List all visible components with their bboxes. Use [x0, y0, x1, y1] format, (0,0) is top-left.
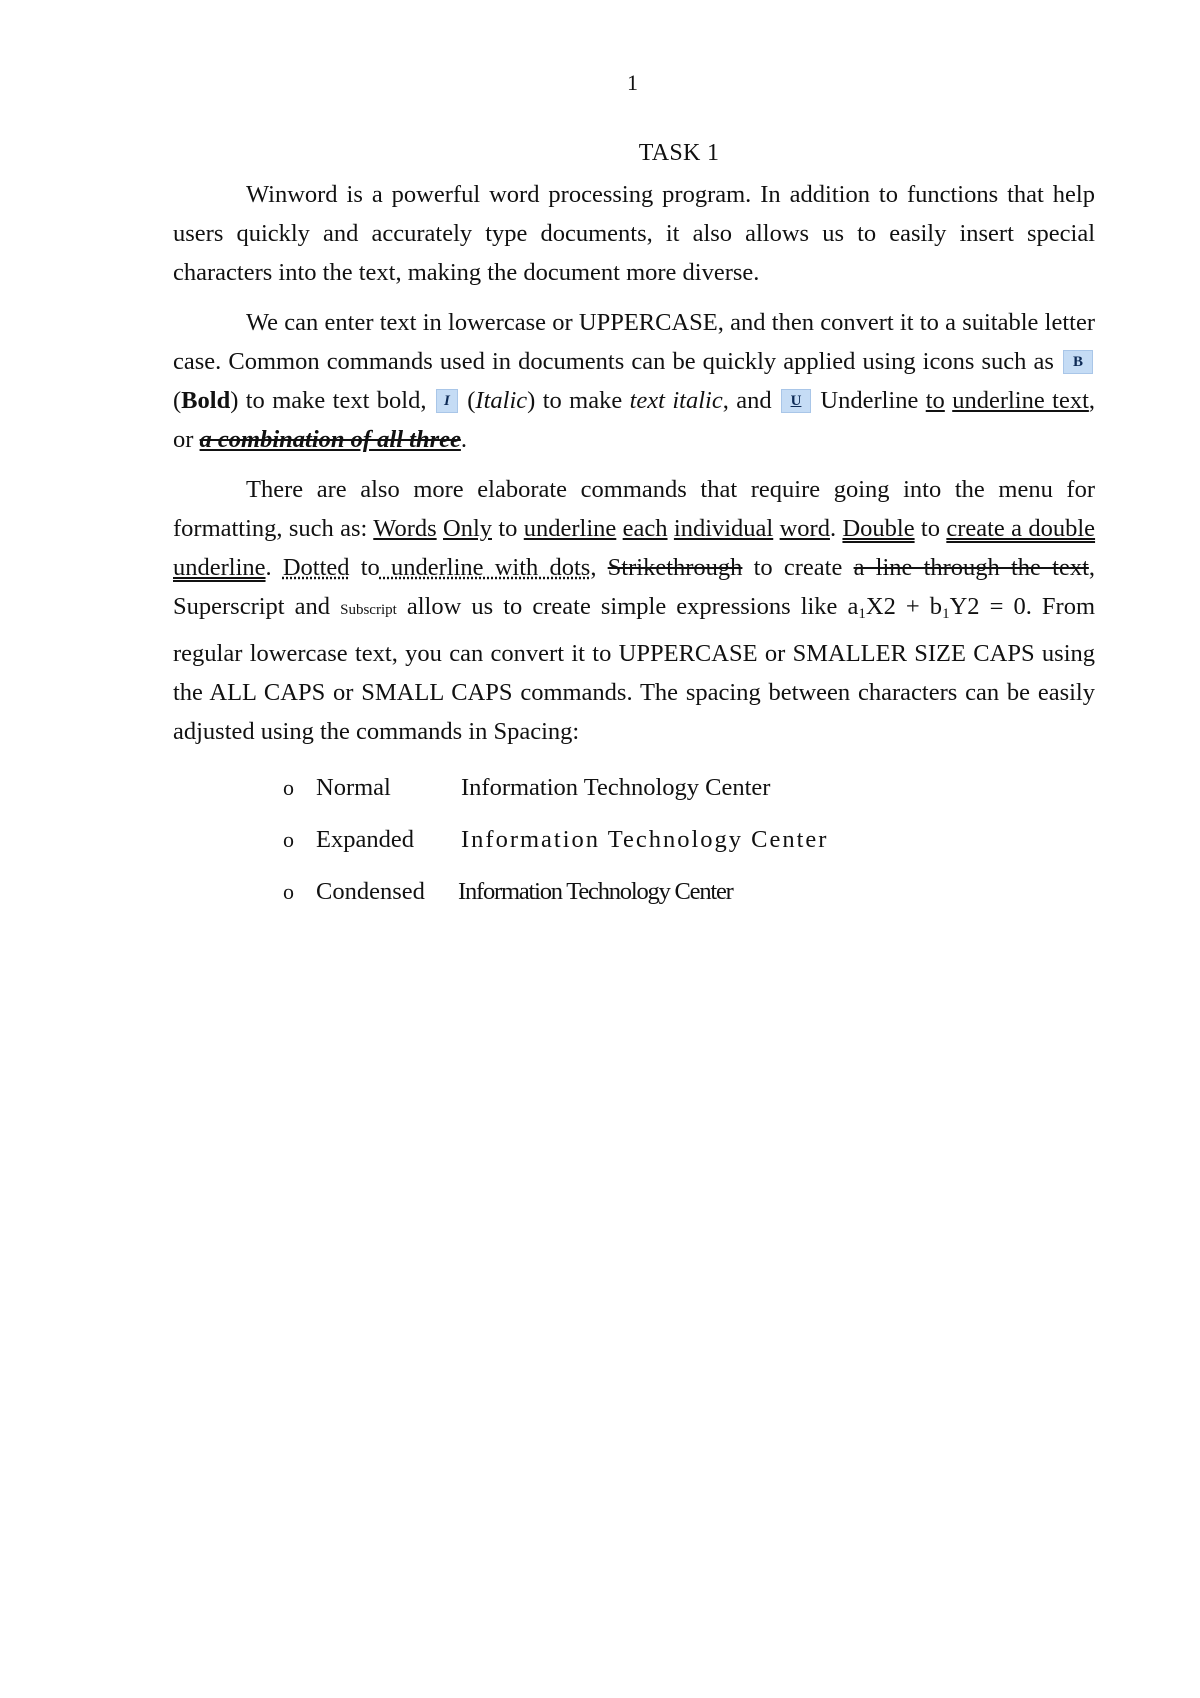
text-run [596, 554, 607, 581]
text-run: to [492, 515, 524, 542]
list-item-expanded [283, 814, 1095, 866]
text-run: ( [173, 387, 182, 414]
text-run: . [265, 554, 283, 581]
bullet-icon: o [283, 827, 294, 852]
words-only-sample: Words [373, 515, 437, 542]
italic-label: Italic [475, 387, 528, 414]
text-run: to [914, 515, 947, 542]
text-run: , and [722, 387, 779, 414]
text-run: to create [742, 554, 854, 581]
strikethrough-label: Strikethrough [607, 554, 743, 581]
underline-sample-to: to [925, 387, 945, 414]
text-run: ( [459, 387, 476, 414]
italic-icon: I [436, 389, 458, 413]
document-title: TASK 1 [638, 140, 720, 166]
word-underline: word [779, 515, 830, 542]
italic-sample: text italic [629, 387, 723, 414]
paragraph-basic-formatting [173, 303, 1095, 459]
subscript-digit: 1 [858, 606, 866, 622]
paragraph-intro: Winword is a powerful word processing program. In addition to functions that help users quickly and accurately type documents, it also allows us to easily insert special characters into the text, making the document more diverse. [173, 181, 1095, 286]
text-run: ) to make [527, 387, 630, 414]
bullet-icon: o [283, 775, 294, 800]
double-underline-sample: create a double underline [173, 515, 1096, 581]
text-run: , or [173, 387, 1095, 453]
dotted-label: Dotted [282, 554, 350, 581]
combination-sample: a combination of all three [199, 426, 461, 453]
spacing-sample-normal: Information Technology Center [461, 774, 771, 801]
text-run: ) to make text bold, [230, 387, 434, 414]
spacing-list [173, 762, 1095, 918]
text-run: From regular lowercase text, you can convert it to UPPERCASE or SMALLER SIZE CAPS using the ALL CAPS or SMALL CAPS commands. The spacing between characters can be easily adjusted using the commands in Spacing: [173, 593, 1096, 745]
text-run: . [829, 515, 843, 542]
list-item-normal [283, 762, 1095, 814]
bold-icon: B [1063, 350, 1093, 374]
paragraph-advanced-formatting [173, 470, 1095, 751]
text-run: There are also more elaborate commands that require going into the menu for formatting, such as: [173, 476, 1095, 542]
spacing-label: Expanded [316, 826, 414, 853]
text-run: , Superscript and [173, 554, 1095, 620]
list-item-condensed [283, 866, 1095, 918]
bold-sample: Bold [181, 387, 231, 414]
double-label: Double [842, 515, 915, 542]
subscript-digit: 1 [942, 606, 950, 622]
spacing-label: Normal [316, 774, 391, 801]
text-run: . [460, 426, 468, 453]
word-underline: each [622, 515, 668, 542]
words-only-sample: Only [443, 515, 492, 542]
text-run: X2 + b [865, 593, 943, 620]
bullet-icon: o [283, 879, 294, 904]
spacing-sample-condensed: Information Technology Center [458, 878, 733, 905]
underline-icon: U [781, 389, 811, 413]
text-run: to [349, 554, 380, 581]
text-run: Y2 = 0. [949, 593, 1032, 620]
word-underline: individual [673, 515, 774, 542]
subscript-label: Subscript [340, 602, 397, 618]
strikethrough-sample: a line through the text [853, 554, 1089, 581]
underline-sample: underline text [952, 387, 1089, 414]
text-run: allow us to create simple expressions like a [396, 593, 859, 620]
page-number: 1 [627, 70, 638, 95]
underline-label: Underline [813, 387, 926, 414]
text-run: We can enter text in lowercase or UPPERCASE, and then convert it to a suitable letter case. Common commands used in documents can be quickly applied using icons such as [173, 309, 1095, 375]
word-underline: underline [523, 515, 617, 542]
spacing-label: Condensed [316, 878, 425, 905]
document-body [173, 140, 1095, 918]
dotted-underline-sample: underline with dots, [379, 554, 597, 581]
spacing-sample-expanded: Information Technology Center [461, 826, 829, 853]
